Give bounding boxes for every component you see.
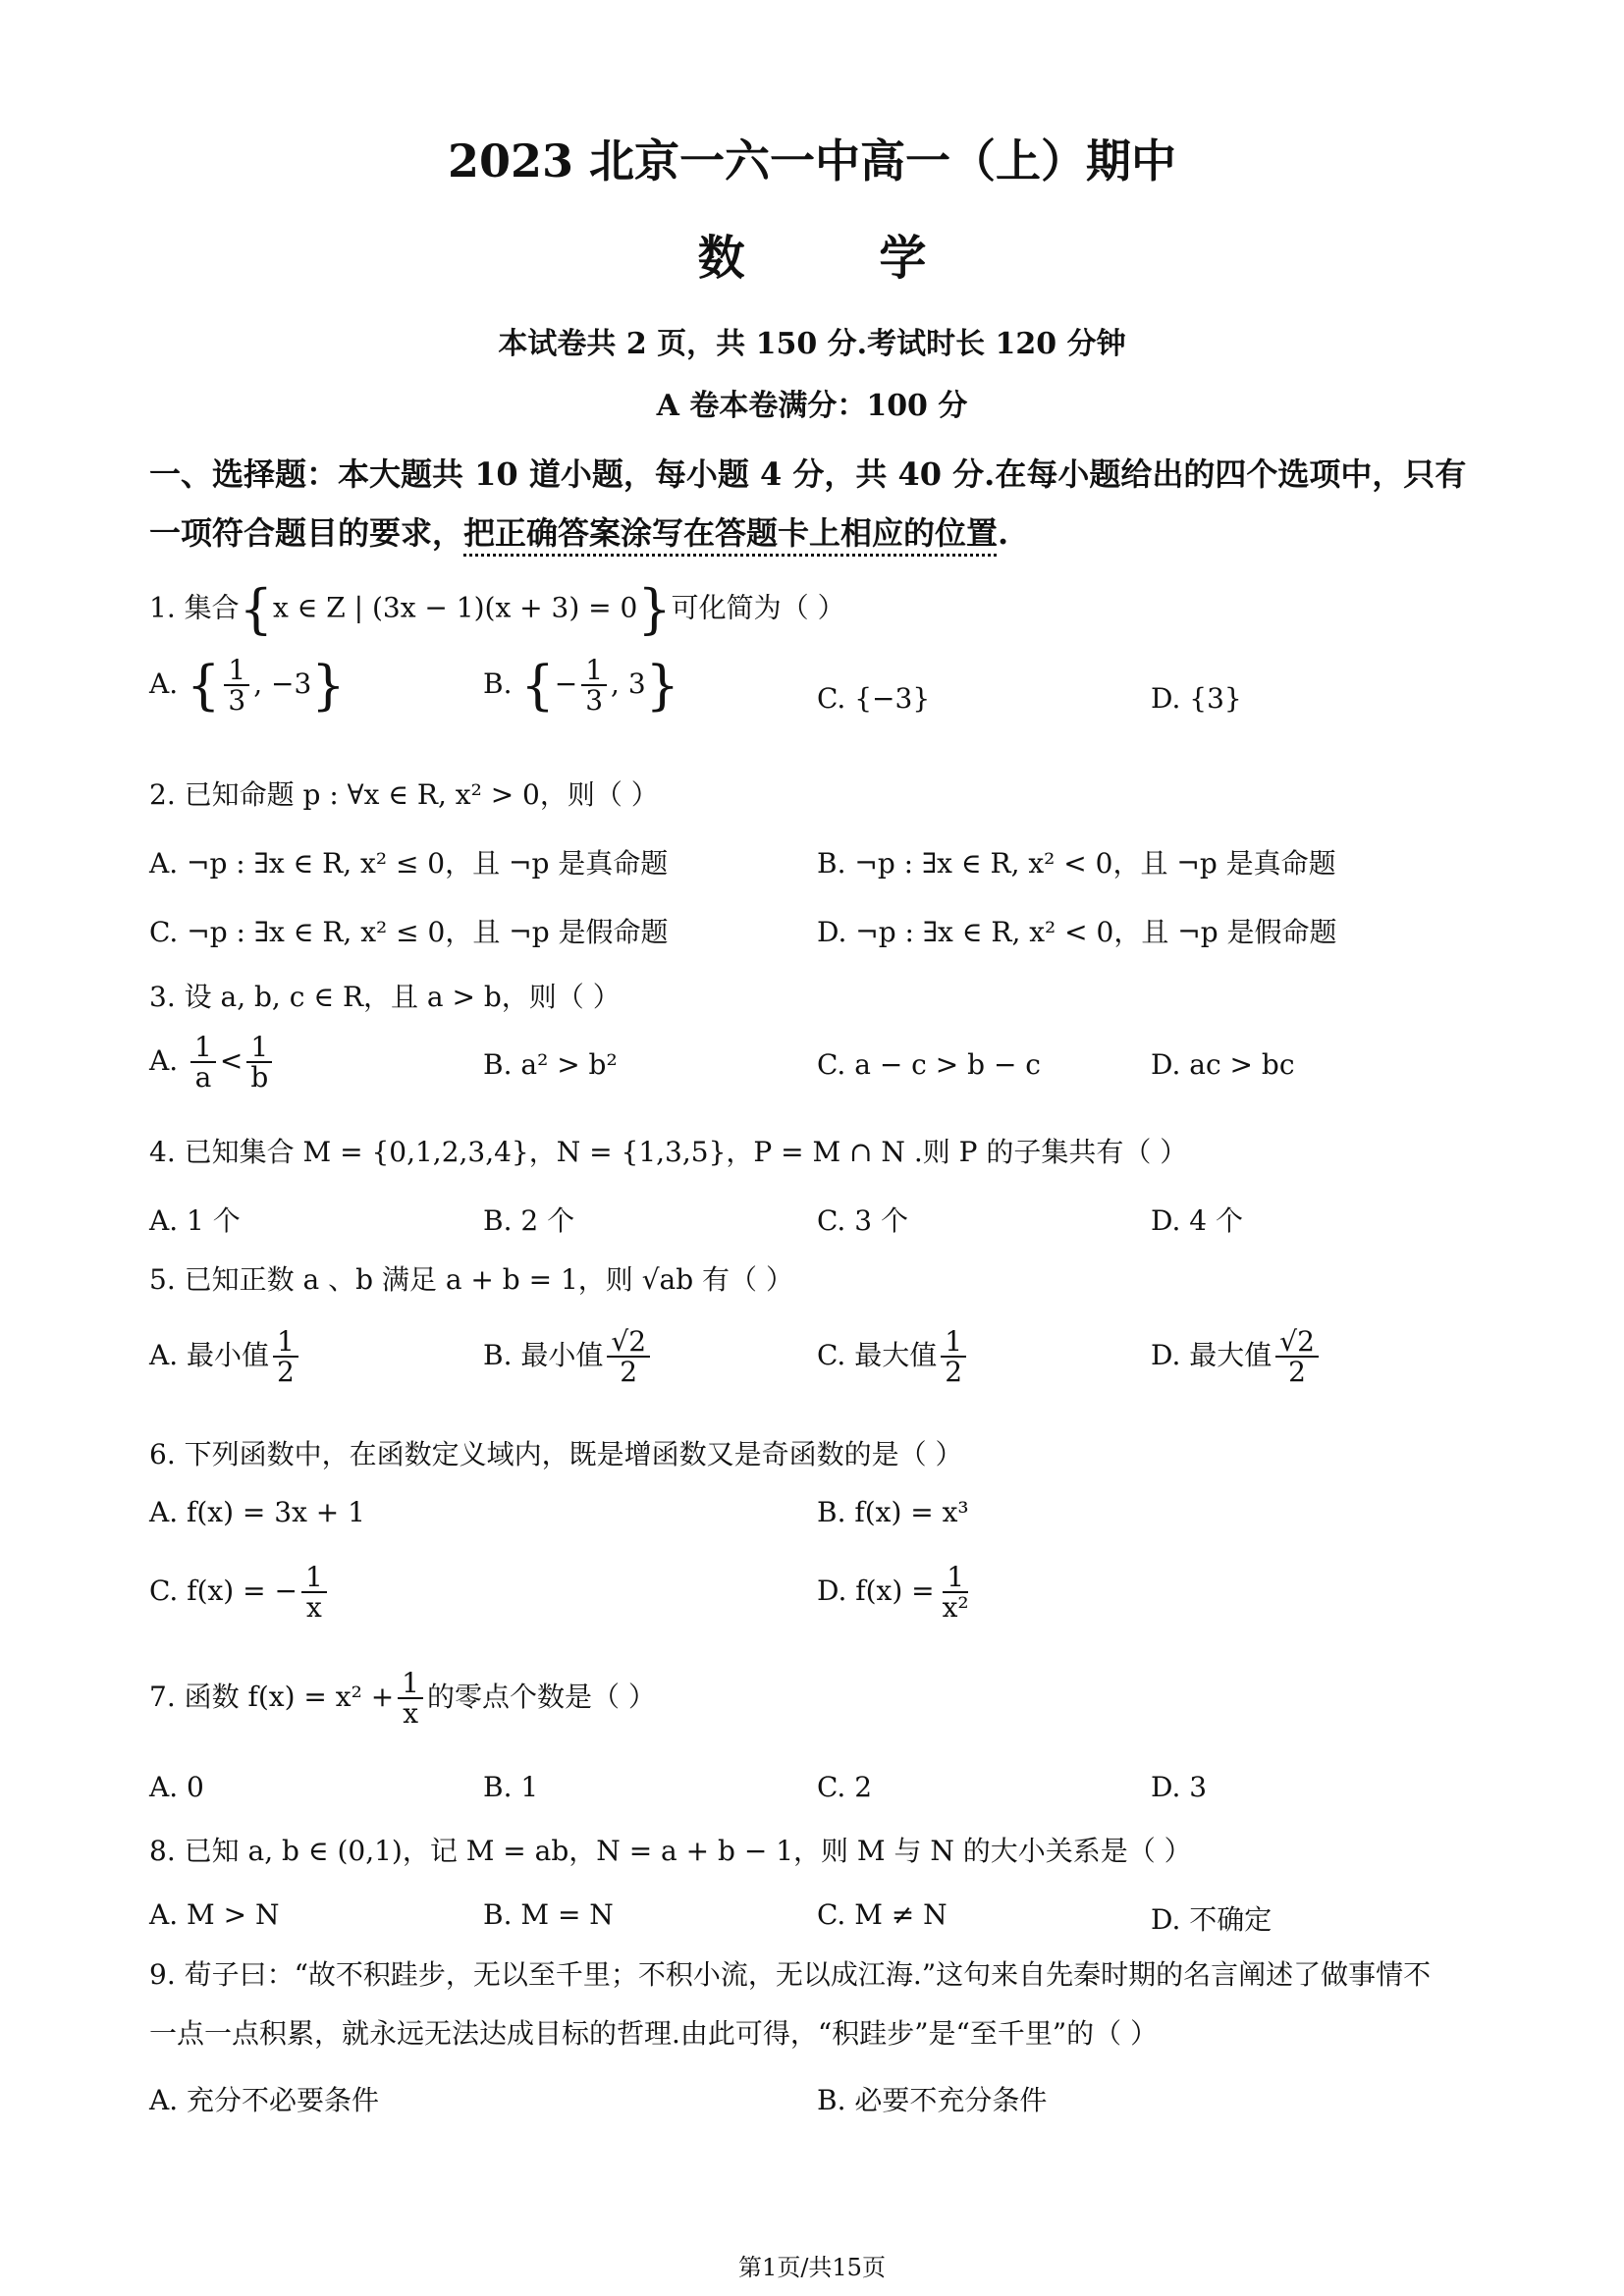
option-rest: , −3 <box>253 667 312 700</box>
page-number: 第1页/共15页 <box>738 2254 886 2281</box>
q8-option-a: A. M > N <box>149 1898 280 1931</box>
q8-option-c: C. M ≠ N <box>817 1898 947 1931</box>
option-rest: , 3 <box>611 667 646 700</box>
fraction <box>301 1563 327 1623</box>
question-9-line1: 9. 荀子曰：“故不积跬步，无以至千里；不积小流，无以成江海.”这句来自先秦时期的名言阐述了做事情不 <box>149 1958 1432 1991</box>
q5-option-d <box>1151 1327 1323 1387</box>
brace-close: } <box>311 654 346 717</box>
brace-close: } <box>637 578 672 640</box>
option-label: C. 最大值 <box>817 1338 938 1371</box>
q9-option-b: B. 必要不充分条件 <box>817 2084 1048 2116</box>
q7-option-a: A. 0 <box>149 1771 204 1803</box>
fraction <box>398 1669 423 1729</box>
numerator: 1 <box>224 656 249 686</box>
option-label: A. <box>149 667 179 700</box>
q7-option-b: B. 1 <box>483 1771 539 1803</box>
section-heading-line1: 一、选择题：本大题共 10 道小题，每小题 4 分，共 40 分.在每小题给出的四个选项中，只有 <box>149 455 1467 493</box>
numerator: 1 <box>941 1327 966 1358</box>
option-label: D. 最大值 <box>1151 1338 1272 1371</box>
q3-option-a <box>149 1033 276 1093</box>
q4-option-c: C. 3 个 <box>817 1204 908 1237</box>
fraction <box>941 1327 966 1387</box>
section-heading-emphasis: 把正确答案涂写在答题卡上相应的位置 <box>463 514 999 552</box>
numerator: √2 <box>1275 1327 1319 1358</box>
fraction <box>939 1563 973 1623</box>
q5-option-c <box>817 1327 970 1387</box>
option-label: B. 最小值 <box>483 1338 604 1371</box>
q1-option-c: C. {−3} <box>817 682 931 715</box>
q7-stem-suffix: 的零点个数是（ ） <box>427 1680 656 1713</box>
question-4-stem: 4. 已知集合 M = {0,1,2,3,4}，N = {1,3,5}，P = M ∩ N .则 P 的子集共有（ ） <box>149 1136 1188 1168</box>
brace-close: } <box>645 654 680 717</box>
q9-option-a: A. 充分不必要条件 <box>149 2084 380 2116</box>
less-than-sign: < <box>219 1043 244 1077</box>
denominator: x² <box>942 1591 969 1625</box>
fraction <box>1275 1327 1319 1387</box>
denominator: x <box>305 1591 322 1625</box>
numerator: 1 <box>398 1669 423 1699</box>
q1-option-a <box>149 656 346 716</box>
numerator: 1 <box>581 656 607 686</box>
denominator: 3 <box>585 684 604 718</box>
brace-open: { <box>187 654 221 717</box>
denominator: 2 <box>1288 1356 1306 1389</box>
option-expression: D. f(x) = <box>817 1574 935 1607</box>
denominator: 2 <box>277 1356 295 1389</box>
q3-option-c: C. a − c > b − c <box>817 1048 1041 1081</box>
q2-option-d: D. ¬p : ∃x ∈ R, x² < 0，且 ¬p 是假命题 <box>817 916 1337 948</box>
q8-option-d: D. 不确定 <box>1151 1903 1272 1936</box>
q1-option-b <box>483 656 679 716</box>
q5-option-b <box>483 1327 654 1387</box>
numerator: 1 <box>301 1563 327 1593</box>
section-heading-period: . <box>998 514 1009 552</box>
fraction <box>190 1033 216 1093</box>
exam-info: 本试卷共 2 页，共 150 分.考试时长 120 分钟 <box>498 327 1126 361</box>
fraction <box>581 656 607 716</box>
question-8-stem: 8. 已知 a, b ∈ (0,1)，记 M = ab，N = a + b − 1，则 M 与 N 的大小关系是（ ） <box>149 1835 1192 1867</box>
q3-option-d: D. ac > bc <box>1151 1048 1295 1081</box>
q6-option-d <box>817 1563 977 1623</box>
question-6-stem: 6. 下列函数中，在函数定义域内，既是增函数又是奇函数的是（ ） <box>149 1438 963 1470</box>
q1-set-expression: x ∈ Z | (3x − 1)(x + 3) = 0 <box>272 591 638 624</box>
q6-option-b: B. f(x) = x³ <box>817 1496 969 1528</box>
q1-stem-prefix: 1. 集合 <box>149 591 240 624</box>
exam-title: 2023 北京一六一中高一（上）期中 <box>447 134 1177 187</box>
q2-option-b: B. ¬p : ∃x ∈ R, x² < 0，且 ¬p 是真命题 <box>817 847 1336 880</box>
brace-open: { <box>520 654 555 717</box>
q4-option-b: B. 2 个 <box>483 1204 575 1237</box>
question-5-stem: 5. 已知正数 a 、b 满足 a + b = 1，则 √ab 有（ ） <box>149 1263 793 1296</box>
q1-option-d: D. {3} <box>1151 682 1242 715</box>
q7-stem-prefix: 7. 函数 f(x) = x² + <box>149 1680 395 1713</box>
q7-option-d: D. 3 <box>1151 1771 1208 1803</box>
question-1-stem <box>149 578 845 640</box>
option-label: A. <box>149 1043 179 1077</box>
option-label: A. 最小值 <box>149 1338 270 1371</box>
q1-stem-suffix: 可化简为（ ） <box>671 591 845 624</box>
brace-open: { <box>239 578 273 640</box>
numerator: √2 <box>607 1327 650 1358</box>
q3-option-b: B. a² > b² <box>483 1048 618 1081</box>
question-9-line2: 一点一点积累，就永远无法达成目标的哲理.由此可得，“积跬步”是“至千里”的（ ） <box>149 2017 1159 2050</box>
option-expression: C. f(x) = − <box>149 1574 298 1607</box>
section-heading-line2 <box>149 508 1008 554</box>
denominator: a <box>194 1061 212 1095</box>
q4-option-a: A. 1 个 <box>149 1204 241 1237</box>
score-a: A 卷本卷满分：100 分 <box>656 389 968 423</box>
fraction <box>273 1327 298 1387</box>
q2-option-a: A. ¬p : ∃x ∈ R, x² ≤ 0，且 ¬p 是真命题 <box>149 847 669 880</box>
option-label: B. <box>483 667 513 700</box>
fraction <box>607 1327 650 1387</box>
denominator: x <box>403 1697 418 1731</box>
fraction <box>224 656 249 716</box>
numerator: 1 <box>246 1033 272 1063</box>
subject-title: 数 学 <box>697 231 986 286</box>
fraction <box>246 1033 272 1093</box>
q8-option-b: B. M = N <box>483 1898 614 1931</box>
q4-option-d: D. 4 个 <box>1151 1204 1243 1237</box>
question-2-stem: 2. 已知命题 p : ∀x ∈ R, x² > 0，则（ ） <box>149 778 659 811</box>
q6-option-c <box>149 1563 331 1623</box>
section-heading-part: 一项符合题目的要求， <box>149 514 464 552</box>
denominator: 2 <box>620 1356 638 1389</box>
numerator: 1 <box>943 1563 968 1593</box>
denominator: 2 <box>945 1356 963 1389</box>
q5-option-a <box>149 1327 302 1387</box>
q7-option-c: C. 2 <box>817 1771 873 1803</box>
numerator: 1 <box>190 1033 216 1063</box>
question-3-stem: 3. 设 a, b, c ∈ R，且 a > b，则（ ） <box>149 981 621 1013</box>
minus-sign: − <box>554 667 578 700</box>
q2-option-c: C. ¬p : ∃x ∈ R, x² ≤ 0，且 ¬p 是假命题 <box>149 916 669 948</box>
denominator: b <box>250 1061 269 1095</box>
q6-option-a: A. f(x) = 3x + 1 <box>149 1496 365 1528</box>
denominator: 3 <box>228 684 246 718</box>
question-7-stem <box>149 1669 656 1729</box>
numerator: 1 <box>273 1327 298 1358</box>
